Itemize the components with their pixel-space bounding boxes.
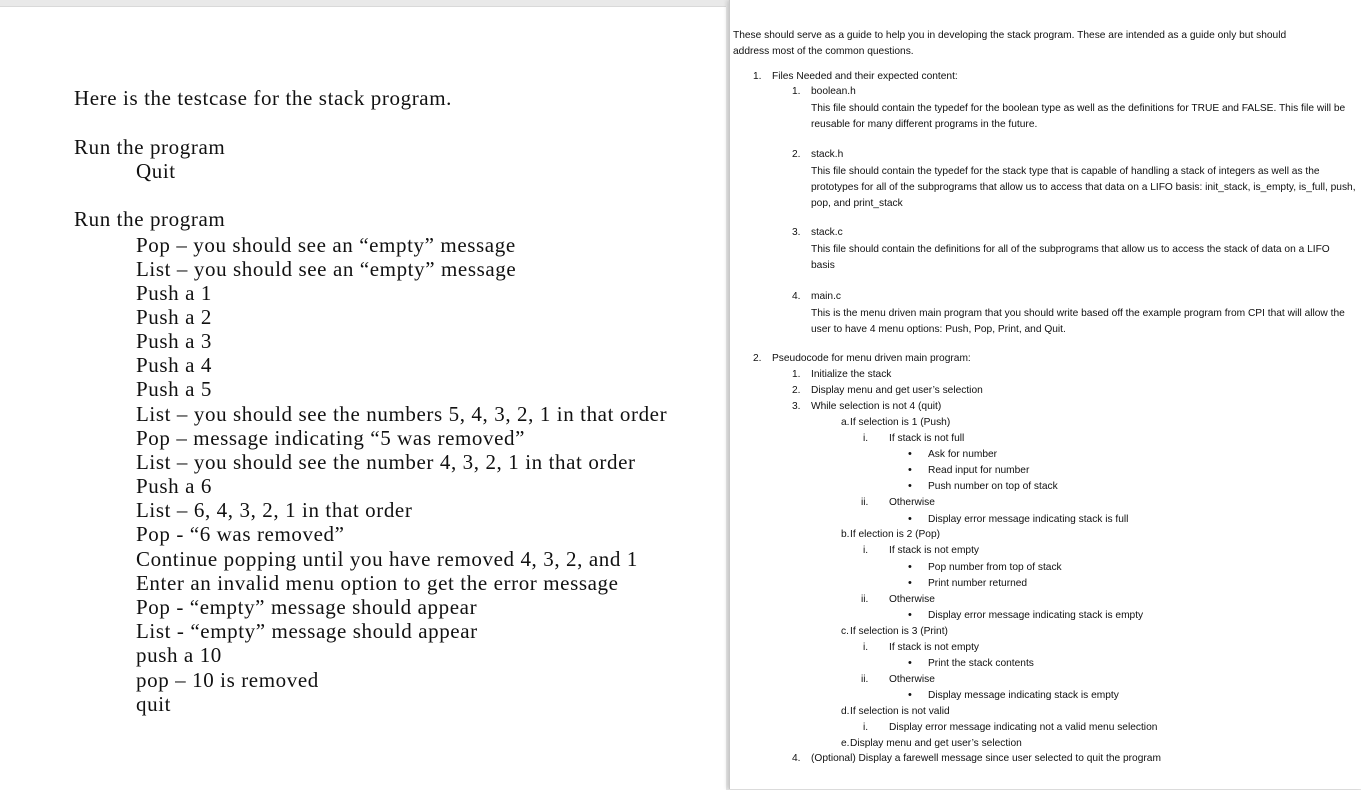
roman-text: Otherwise bbox=[889, 497, 935, 508]
roman-text: Display error message indicating not a valid menu selection bbox=[889, 722, 1158, 733]
run2-heading: Run the program bbox=[74, 207, 226, 231]
section1-title: Files Needed and their expected content: bbox=[772, 71, 958, 82]
file-description: This is the menu driven main program that you should write based off the example program from CPI that will allow the user to have 4 menu options: Push, Pop, Print, and Quit. bbox=[811, 308, 1345, 335]
bullet-item: • Print the stack contents bbox=[928, 657, 1034, 670]
file-number: 1. bbox=[792, 86, 801, 97]
roman-number: i. bbox=[863, 642, 869, 653]
run2-step: pop – 10 is removed bbox=[136, 668, 319, 692]
roman-number: ii. bbox=[861, 674, 869, 685]
file-number: 2. bbox=[792, 149, 801, 160]
bullet-item: • Pop number from top of stack bbox=[928, 561, 1062, 574]
file-name: main.c bbox=[811, 291, 842, 302]
case-label: e. bbox=[841, 738, 850, 749]
testcase-intro: Here is the testcase for the stack program. bbox=[74, 86, 452, 110]
roman-text: If stack is not empty bbox=[889, 642, 980, 653]
file-name: stack.c bbox=[811, 227, 843, 238]
case-label: a. bbox=[841, 417, 850, 428]
run2-step: List – 6, 4, 3, 2, 1 in that order bbox=[136, 498, 413, 522]
run2-step: List - “empty” message should appear bbox=[136, 619, 478, 643]
left-document-pane bbox=[0, 6, 726, 790]
section1-number: 1. bbox=[753, 71, 762, 82]
case-label: c. bbox=[841, 626, 849, 637]
run2-step: Push a 5 bbox=[136, 377, 212, 401]
bullet-item: • Display error message indicating stack is full bbox=[928, 513, 1128, 526]
run2-step: Continue popping until you have removed 4, 3, 2, and 1 bbox=[136, 547, 638, 571]
case-text: If election is 2 (Pop) bbox=[850, 529, 941, 540]
run2-step: Pop – you should see an “empty” message bbox=[136, 233, 516, 257]
bullet-item: • Display error message indicating stack is empty bbox=[928, 609, 1143, 622]
run2-step: Push a 6 bbox=[136, 474, 212, 498]
roman-number: i. bbox=[863, 545, 869, 556]
run2-step: List – you should see the number 4, 3, 2, 1 in that order bbox=[136, 450, 636, 474]
bullet-item: • Read input for number bbox=[928, 464, 1029, 477]
bullet-item: • Push number on top of stack bbox=[928, 480, 1058, 493]
run2-step: Push a 3 bbox=[136, 329, 212, 353]
case-text: If selection is 1 (Push) bbox=[850, 417, 951, 428]
file-description: This file should contain the typedef for the stack type that is capable of handling a stack of integers as well as the prototypes for all of the subprograms that allow us to access that data on a LIFO basis: init_stack, is_empty, is_full, push, pop, and print_stack bbox=[811, 166, 1356, 209]
case-label: d. bbox=[841, 706, 850, 717]
roman-text: If stack is not empty bbox=[889, 545, 980, 556]
pseudo-step: While selection is not 4 (quit) bbox=[811, 401, 942, 412]
section2-title: Pseudocode for menu driven main program: bbox=[772, 353, 971, 364]
roman-number: ii. bbox=[861, 594, 869, 605]
file-number: 4. bbox=[792, 291, 801, 302]
bullet-item: • Ask for number bbox=[928, 448, 997, 461]
pseudo-step-number: 1. bbox=[792, 369, 801, 380]
run2-step: Pop – message indicating “5 was removed” bbox=[136, 426, 526, 450]
guide-intro-line2: address most of the common questions. bbox=[733, 46, 914, 57]
pseudo-step: Display menu and get user’s selection bbox=[811, 385, 983, 396]
run2-step: Enter an invalid menu option to get the error message bbox=[136, 571, 619, 595]
roman-text: If stack is not full bbox=[889, 433, 965, 444]
section2-number: 2. bbox=[753, 353, 762, 364]
bullet-item: • Print number returned bbox=[928, 577, 1027, 590]
run2-step: Push a 2 bbox=[136, 305, 212, 329]
pseudo-step-number: 3. bbox=[792, 401, 801, 412]
roman-text: Otherwise bbox=[889, 594, 935, 605]
run2-step: Push a 1 bbox=[136, 281, 212, 305]
roman-number: i. bbox=[863, 722, 869, 733]
guide-intro-line1: These should serve as a guide to help you in developing the stack program. These are intended as a guide only but should bbox=[733, 30, 1287, 41]
run2-step: push a 10 bbox=[136, 643, 222, 667]
bullet-item: • Display message indicating stack is empty bbox=[928, 689, 1119, 702]
file-name: stack.h bbox=[811, 149, 844, 160]
case-label: b. bbox=[841, 529, 850, 540]
run1-heading: Run the program bbox=[74, 135, 226, 159]
run2-step: quit bbox=[136, 692, 172, 716]
pseudo-step-number: 2. bbox=[792, 385, 801, 396]
run2-step: Pop - “empty” message should appear bbox=[136, 595, 478, 619]
pseudo-step-number: 4. bbox=[792, 753, 801, 764]
pseudo-step: Initialize the stack bbox=[811, 369, 892, 380]
case-text: If selection is 3 (Print) bbox=[850, 626, 948, 637]
file-description: This file should contain the definitions for all of the subprograms that allow us to access the stack of data on a LIFO basis bbox=[811, 244, 1330, 271]
file-number: 3. bbox=[792, 227, 801, 238]
roman-number: ii. bbox=[861, 497, 869, 508]
right-document-pane bbox=[729, 0, 1361, 789]
run2-step: Push a 4 bbox=[136, 353, 212, 377]
case-text: If selection is not valid bbox=[850, 706, 950, 717]
file-description: This file should contain the typedef for the boolean type as well as the definitions for TRUE and FALSE. This file will be reusable for many different programs in the future. bbox=[811, 103, 1346, 130]
run2-step: Pop - “6 was removed” bbox=[136, 522, 345, 546]
roman-number: i. bbox=[863, 433, 869, 444]
file-name: boolean.h bbox=[811, 86, 856, 97]
run1-step: Quit bbox=[136, 159, 176, 183]
run2-step: List – you should see an “empty” message bbox=[136, 257, 517, 281]
run2-step: List – you should see the numbers 5, 4, 3, 2, 1 in that order bbox=[136, 402, 668, 426]
roman-text: Otherwise bbox=[889, 674, 935, 685]
case-text: Display menu and get user’s selection bbox=[850, 738, 1022, 749]
pseudo-step: (Optional) Display a farewell message since user selected to quit the program bbox=[811, 753, 1161, 764]
